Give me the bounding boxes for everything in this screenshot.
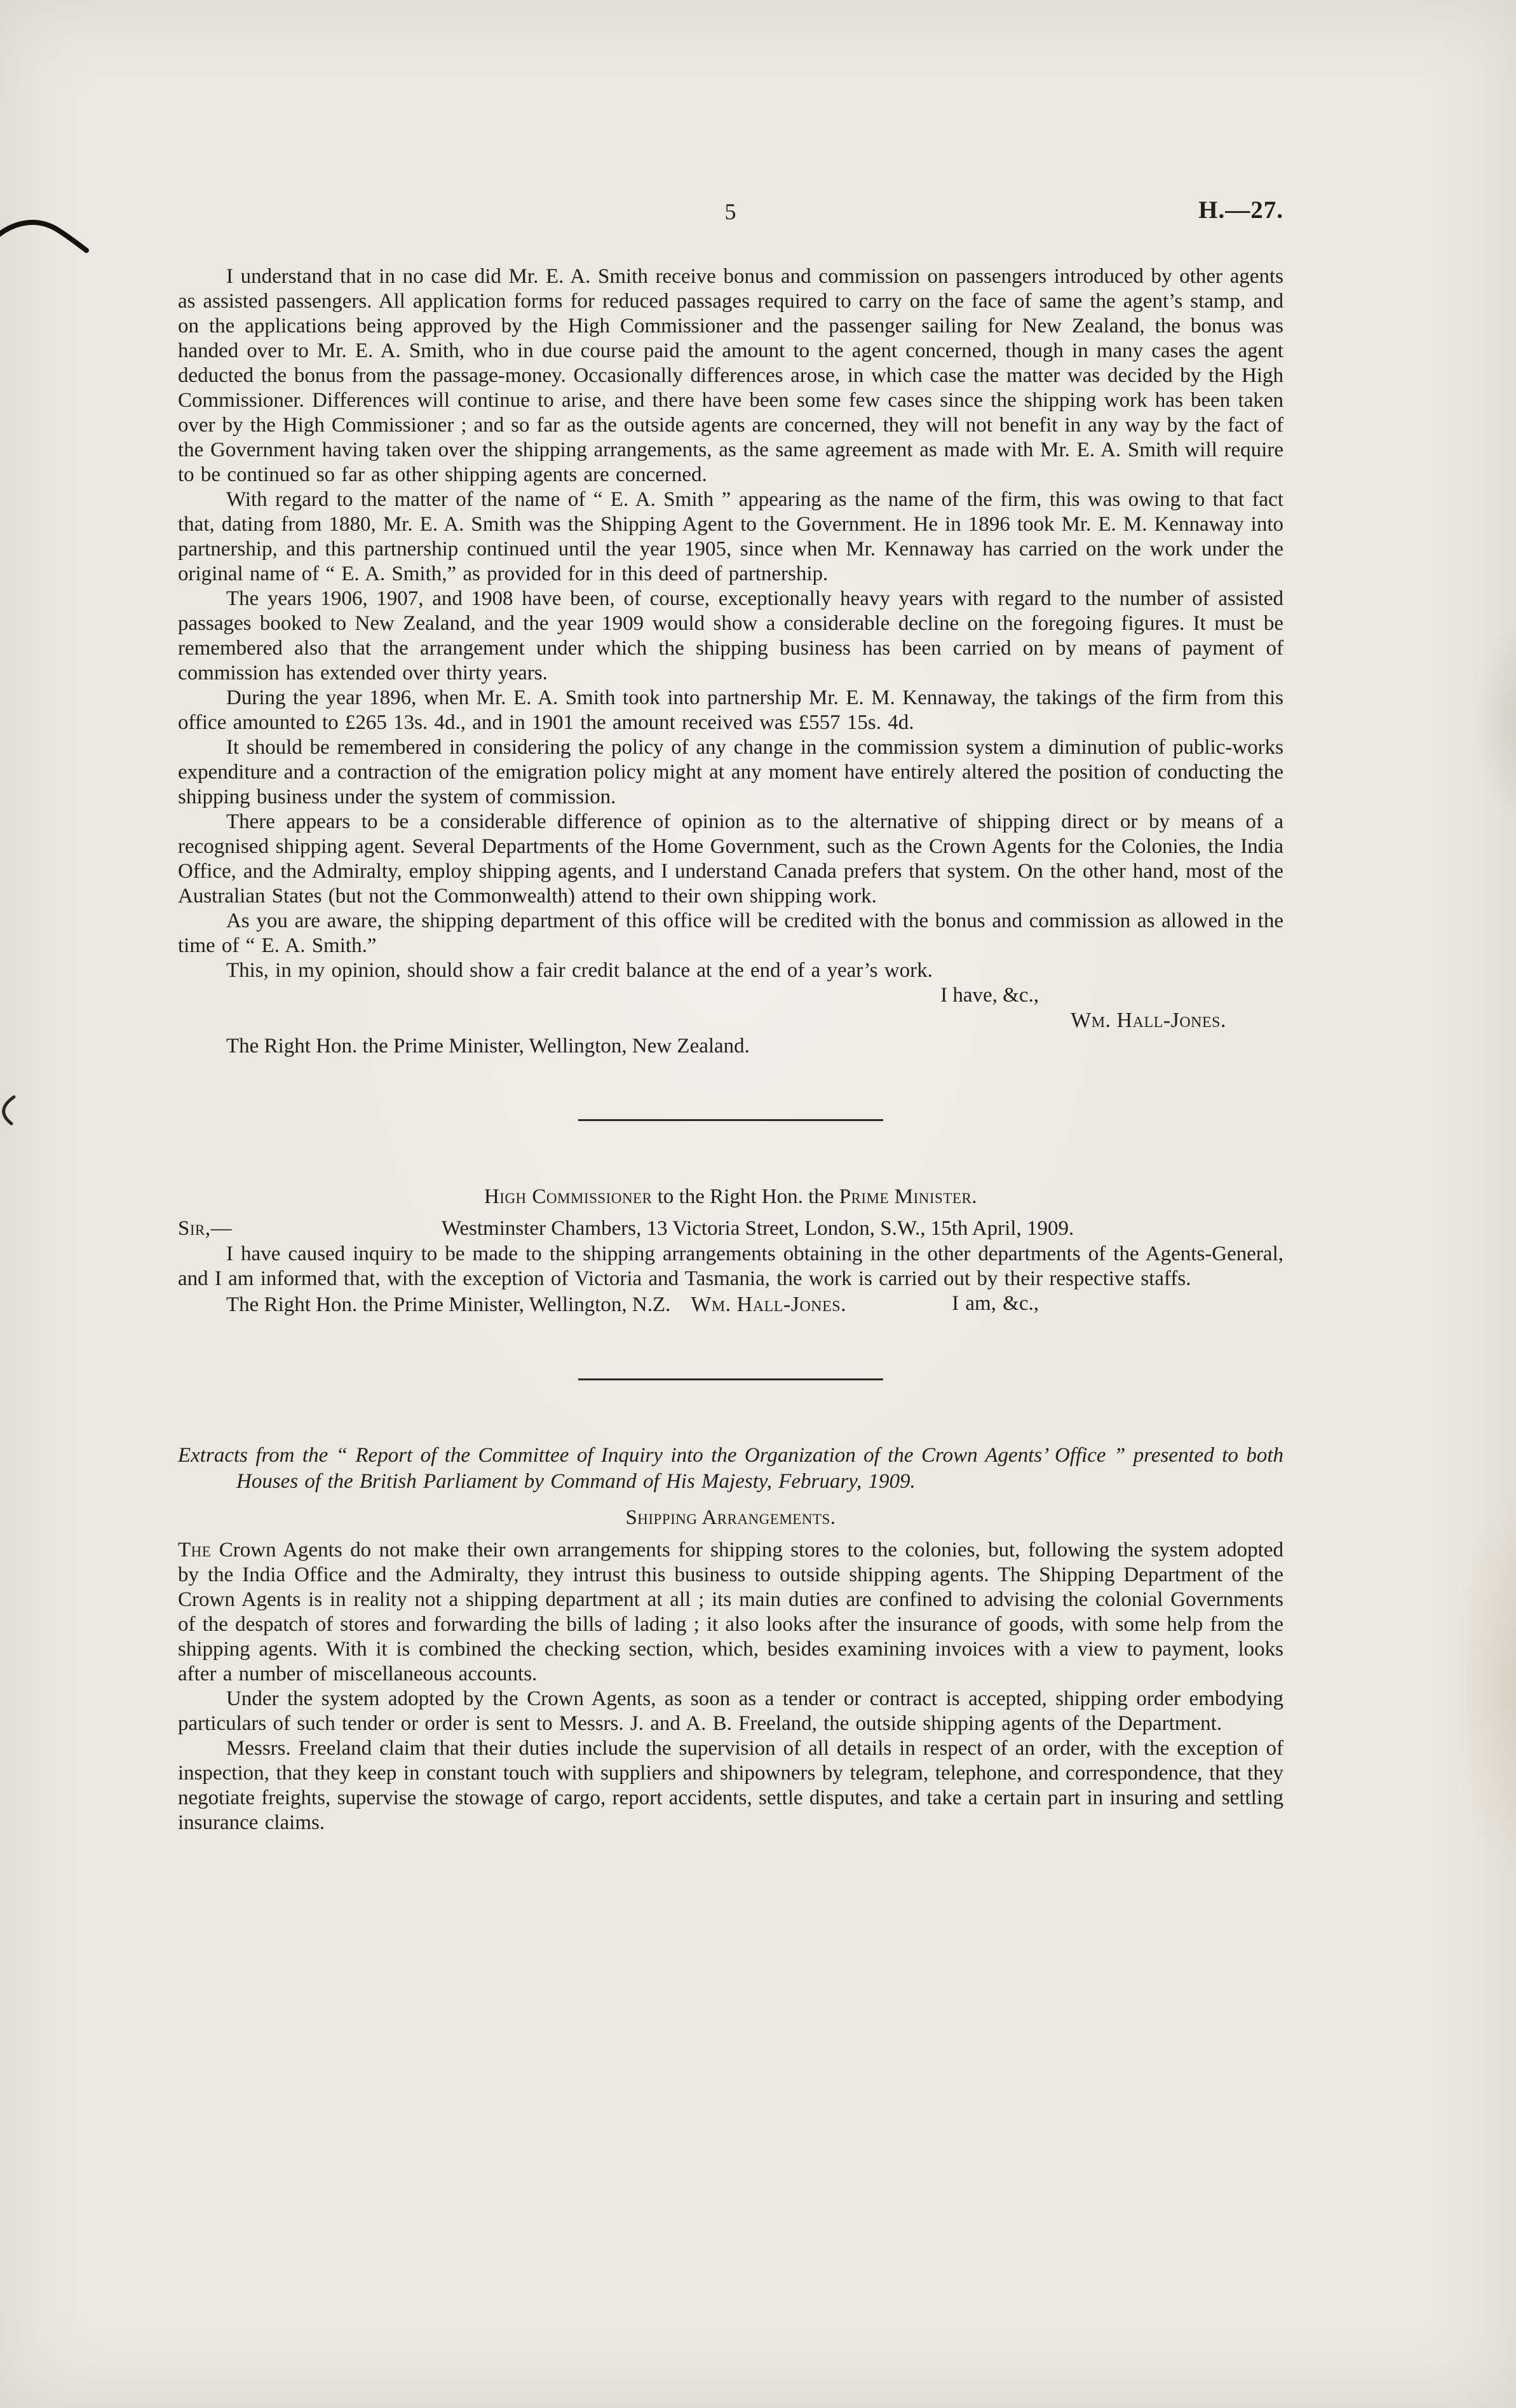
letter-paragraph: As you are aware, the shipping department of this office will be credited with the bonus and commission as allowed in the time of “ E. A. Smith.” xyxy=(178,909,1283,957)
extract-report-section xyxy=(178,1443,1283,1835)
extract-heading: Extracts from the “ Report of the Committee of Inquiry into the Organization of the Crown Agents’ Office ” presented to both Houses of the British Parliament by Command of His Majesty, February, 1909. xyxy=(178,1444,1283,1493)
ink-stroke xyxy=(0,222,86,250)
signature: Wm. Hall-Jones. xyxy=(1071,1009,1226,1032)
addressee-row xyxy=(178,1291,904,1318)
letter-to-prime-minister xyxy=(178,1183,1283,1318)
page-header xyxy=(178,198,1283,235)
page-content xyxy=(178,198,1283,1835)
ink-mark-small xyxy=(0,1094,20,1126)
extract-paragraph: Messrs. Freeland claim that their duties include the supervision of all details in respect of an order, with the exception of inspection, that they keep in constant touch with suppliers and shipowners by telegram, telephone, and correspondence, that they negotiate freights, supervise the stowage of cargo, report accidents, settle disputes, and take a certain part in insuring and settling insurance claims. xyxy=(178,1737,1283,1834)
letter-paragraph: During the year 1896, when Mr. E. A. Smith took into partnership Mr. E. M. Kennaway, the takings of the firm from this office amounted to £265 13s. 4d., and in 1901 the amount received was £557 15s. 4d. xyxy=(178,686,1283,734)
ink-stroke xyxy=(4,1097,14,1124)
valediction: I have, &c., xyxy=(940,984,1039,1007)
signature: Wm. Hall-Jones. xyxy=(691,1293,847,1316)
letter-high-commissioner-report xyxy=(178,264,1283,1059)
extract-paragraph: Under the system adopted by the Crown Agents, as soon as a tender or contract is accepted, shipping order embodying particulars of such tender or order is sent to Messrs. J. and A. B. Freeland, the outside shipping agents of the Department. xyxy=(178,1687,1283,1735)
page-number: 5 xyxy=(724,199,737,224)
letter-paragraph: There appears to be a considerable difference of opinion as to the alternative of shipping direct or by means of a recognised shipping agent. Several Departments of the Home Government, such as the Crown Agents for the Colonies, the India Office, and the Admiralty, employ shipping agents, and I understand Canada prefers that system. On the other hand, most of the Australian States (but not the Commonwealth) attend to their own shipping work. xyxy=(178,810,1283,908)
paragraph-lead-word: The xyxy=(178,1539,212,1561)
extract-paragraph xyxy=(178,1538,1283,1687)
document-reference: H.—27. xyxy=(1198,196,1283,224)
section-divider xyxy=(578,1119,883,1121)
paragraph-text: Crown Agents do not make their own arrangements for shipping stores to the colonies, but, following the system adopted by the India Office and the Admiralty, they intrust this business to outside shipping agents. The Shipping Department of the Crown Agents is in reality not a shipping department at all ; its main duties are confined to advising the colonial Governments of the despatch of stores and forwarding the bills of lading ; it also looks after the insurance of goods, with some help from the shipping agents. With it is combined the checking section, which, besides examining invoices with a view to payment, looks after a number of miscellaneous accounts. xyxy=(178,1539,1283,1685)
section-divider xyxy=(578,1378,883,1380)
letter-paragraph: With regard to the matter of the name of “ E. A. Smith ” appearing as the name of the firm, this was owing to that fact that, dating from 1880, Mr. E. A. Smith was the Shipping Agent to the Government. He in 1896 took Mr. E. M. Kennaway into partnership, and this partnership continued until the year 1905, since when Mr. Kennaway has carried on the work under the original name of “ E. A. Smith,” as provided for in this deed of partnership. xyxy=(178,488,1283,585)
letter-paragraph: I understand that in no case did Mr. E. A. Smith receive bonus and commission on passengers introduced by other agents as assisted passengers. All application forms for reduced passages required to carry on the face of same the agent’s stamp, and on the applications being approved by the High Commissioner and the passenger sailing for New Zealand, the bonus was handed over to Mr. E. A. Smith, who in due course paid the amount to the agent concerned, though in many cases the agent deducted the bonus from the passage-money. Occasionally differences arose, in which case the matter was decided by the High Commissioner. Differences will continue to arise, and there have been some few cases since the shipping work has been taken over by the High Commissioner ; and so far as the outside agents are concerned, they will not benefit in any way by the fact of the Government having taken over the shipping arrangements, as the same agreement as made with Mr. E. A. Smith will require to be continued so far as other shipping agents are concerned. xyxy=(178,265,1283,486)
ink-mark xyxy=(0,216,89,261)
letter-body-text: I have caused inquiry to be made to the shipping arrangements obtaining in the other departments of the Agents-General, and I am informed that, with the exception of Victoria and Tasmania, the work is carried out by their respective staffs. xyxy=(178,1242,1283,1290)
salutation: Sir,— xyxy=(178,1217,233,1240)
letter-heading-middle: to the Right Hon. the xyxy=(652,1185,839,1208)
addressee-line: The Right Hon. the Prime Minister, Wellington, N.Z. xyxy=(226,1293,671,1316)
letter-heading-recipient: Prime Minister. xyxy=(839,1185,978,1208)
letter-heading xyxy=(178,1183,1283,1210)
letter-paragraph: This, in my opinion, should show a fair credit balance at the end of a year’s work. xyxy=(226,959,933,982)
dateline-row xyxy=(178,1215,1283,1242)
letter-heading-sender: High Commissioner xyxy=(484,1185,653,1208)
letter-paragraph: The years 1906, 1907, and 1908 have been, of course, exceptionally heavy years with regard to the number of assisted passages booked to New Zealand, and the year 1909 would show a considerable decline on the foregoing figures. It must be remembered also that the arrangement under which the shipping business has been carried on by means of payment of commission has extended over thirty years. xyxy=(178,587,1283,684)
valediction: I am, &c., xyxy=(952,1292,1039,1315)
letter-paragraph: It should be remembered in considering the policy of any change in the commission system a diminution of public-works expenditure and a contraction of the emigration policy might at any moment have entirely altered the position of conducting the shipping business under the system of commission. xyxy=(178,736,1283,808)
dateline: Westminster Chambers, 13 Victoria Street, London, S.W., 15th April, 1909. xyxy=(441,1217,1074,1240)
section-subheading: Shipping Arrangements. xyxy=(625,1506,836,1529)
addressee-line: The Right Hon. the Prime Minister, Wellington, New Zealand. xyxy=(226,1035,750,1058)
